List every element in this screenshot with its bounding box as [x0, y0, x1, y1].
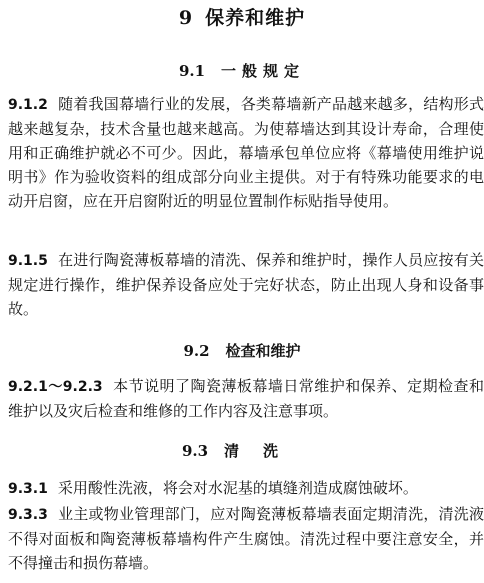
- clause-number: 9.1.2: [8, 97, 48, 113]
- section-title: 清洗: [224, 442, 303, 460]
- clause-paragraph: [8, 92, 484, 213]
- clause-text: 业主或物业管理部门，应对陶瓷薄板幕墙表面定期清洗，清洗液不得对面板和陶瓷薄板幕墙构件产生腐蚀。清洗过程中要注意安全，并不得撞击和损伤幕墙。: [8, 505, 484, 572]
- section-number: 9.1: [178, 62, 206, 80]
- clause-paragraph: [8, 502, 484, 575]
- clause-number: 9.1.5: [8, 253, 48, 269]
- section-heading-9-1: [0, 60, 484, 82]
- section-number: 9.2: [183, 342, 210, 360]
- clause-text: 随着我国幕墙行业的发展，各类幕墙新产品越来越多，结构形式越来越复杂，技术含量也越来越高。为使幕墙达到其设计寿命，合理使用和正确维护就必不可少。因此，幕墙承包单位应将《幕墙使用维护说明书》作为验收资料的组成部分向业主提供。对于有特殊功能要求的电动开启窗，应在开启窗附近的明显位置制作标贴指导使用。: [8, 95, 484, 210]
- section-heading-9-3: [0, 440, 484, 462]
- chapter-number: 9: [178, 7, 194, 29]
- clause-number: 9.3.1: [8, 481, 48, 497]
- chapter-title: [0, 6, 484, 30]
- clause-paragraph: [8, 248, 484, 321]
- clause-text: 本节说明了陶瓷薄板幕墙日常维护和保养、定期检查和维护以及灾后检查和维修的工作内容及注意事项。: [8, 377, 484, 420]
- clause-text: 采用酸性洗液，将会对水泥基的填缝剂造成腐蚀破坏。: [57, 479, 418, 497]
- section-heading-9-2: [0, 340, 484, 362]
- clause-text: 在进行陶瓷薄板幕墙的清洗、保养和维护时，操作人员应按有关规定进行操作，维护保养设备应处于完好状态，防止出现人身和设备事故。: [8, 251, 484, 318]
- clause-number: 9.3.3: [8, 507, 48, 523]
- chapter-title-text: 保养和维护: [205, 7, 306, 29]
- clause-paragraph: [8, 476, 484, 501]
- section-title: 一般规定: [221, 62, 306, 80]
- clause-paragraph: [8, 374, 484, 423]
- section-title: 检查和维护: [225, 342, 301, 360]
- section-number: 9.3: [181, 442, 209, 460]
- clause-number: 9.2.1～9.2.3: [8, 379, 103, 395]
